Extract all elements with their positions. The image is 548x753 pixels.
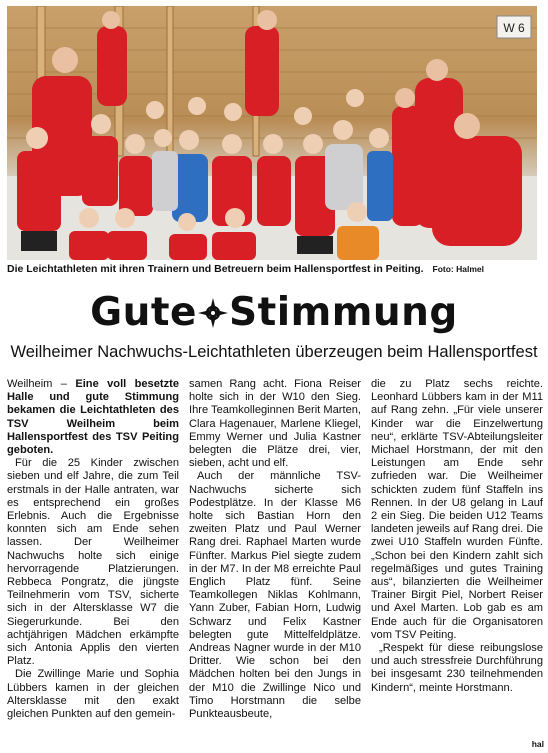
article-body (7, 378, 544, 748)
compass-ornament-icon (198, 293, 228, 323)
article-paragraph: Für die 25 Kinder zwischen sieben und elf Jahre, die zum Teil erstmals in der Halle antraten, war es entsprechend ein großes Erlebnis. Auch die Ergebnisse konnten sich am Ende sehen lassen. Der Weilheimer Nachwuchs holte sich einige hervorragende Platzierungen. Rebbeca Pongratz, die jüngste Teilnehmerin vom TSV, sicherte sich in der Altersklasse W7 die Siegerurkunde. Bei den achtjährigen Mädchen erkämpfte sich Antonia Applis den vierten Platz. (7, 457, 179, 668)
article-lead (7, 378, 179, 457)
team-photo (7, 6, 537, 260)
wall-sign: W 6 (503, 21, 525, 35)
article-paragraph: Auch der männliche TSV-Nachwuchs sicherte sich Podestplätze. In der Klasse M6 holte sich Bastian Horn den zweiten Platz und Paul Werner Rang drei. Raphael Marten wurde Fünfter. Markus Piel siegte zudem in der M7. In der M8 erreichte Paul Englich Platz fünf. Seine Teamkollegen Niklas Kohlmann, Yann Zuber, Fabian Horn, Ludwig Schwarz und Felix Kastner belegten gute Mittelfeldplätze. Andreas Nagner wurde in der M10 Dritter. Wie schon bei den Mädchen holten bei den Jungs in der M10 die Zwillinge Nico und Timo Horstmann die selbe Punkteausbeute, (189, 470, 361, 721)
headline-part1: Gute (90, 290, 198, 335)
article-paragraph: „Respekt für diese reibungslose und auch stressfreie Durchführung bei insgesamt 230 teilnehmenden Kindern“, meinte Horstmann. (371, 642, 543, 694)
lead-place: Weilheim – (7, 378, 76, 390)
group-photo-icon (7, 6, 537, 260)
author-initials: hal (531, 739, 544, 749)
article-paragraph: die zu Platz sechs reichte. Leonhard Lübbers kam in der M11 auf Rang zehn. „Für viele unserer Kinder war die Einzelwertung neu“, erklärte TSV-Abteilungsleiter Michael Horstmann, der mit den Leistungen am Ende sehr zufrieden war. Die Weilheimer schickten zudem fünf Staffeln ins Rennen. In der U8 gelang in Lauf 2 ein Sieg. Die beiden U12 Teams landeten jeweils auf Rang drei. Die zwei U10 Staffeln wurden Fünfte. „Schon bei den Kindern zahlt sich regelmäßiges und gutes Training aus“, bilanzierten die Weilheimer Trainer Birgit Piel, Norbert Reiser und Axel Marten. Lob gab es am Ende auch für die Organisatoren vom TSV Peiting. (371, 378, 543, 641)
subheadline: Weilheimer Nachwuchs-Leichtathleten überzeugen beim Hallensportfest (10, 343, 538, 361)
lead-bold: Eine voll besetzte Halle und gute Stimmung bekamen die Leichtathleten des TSV Weilheim beim Hallensportfest des TSV Peiting geboten. (7, 378, 179, 457)
headline-part2: Stimmung (229, 290, 458, 335)
caption-text: Die Leichtathleten mit ihren Trainern und Betreuern beim Hallensportfest in Peiting. (7, 263, 424, 275)
article-paragraph: Die Zwillinge Marie und Sophia Lübbers kamen in der gleichen Altersklasse mit den exakt gleichen Punkten auf den gemein- (7, 668, 179, 721)
article-column-3 (371, 378, 543, 748)
photo-credit: Foto: Halmel (432, 264, 484, 274)
article-column-2 (189, 378, 361, 748)
headline (0, 290, 548, 335)
article-column-1 (7, 378, 179, 748)
photo-caption (7, 263, 541, 275)
article-paragraph: samen Rang acht. Fiona Reiser holte sich in der W10 den Sieg. Ihre Teamkolleginnen Berit Marten, Clara Hagenauer, Marlene Kliegel, Emmy Werner und Julia Kastner belegten die Plätze drei, vier, sieben, acht und elf. (189, 378, 361, 470)
